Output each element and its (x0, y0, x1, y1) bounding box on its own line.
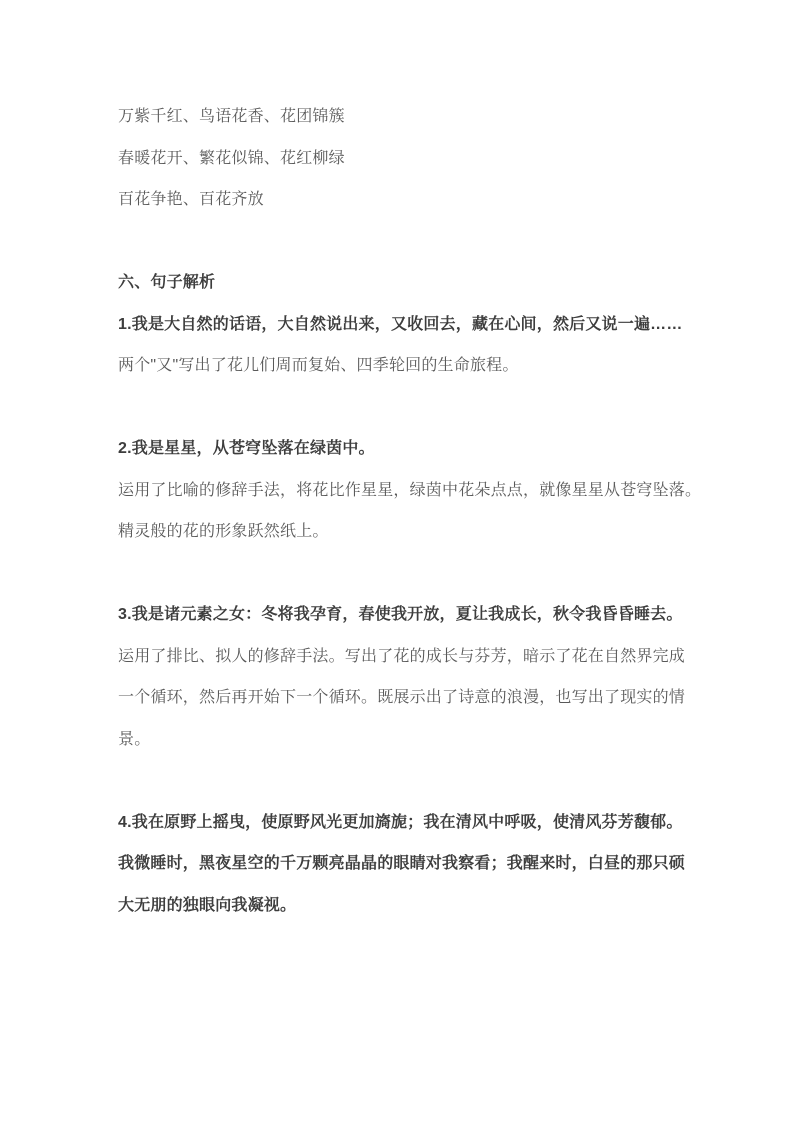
item-3-analysis-line-3: 景。 (118, 730, 151, 748)
item-2-sentence-line-1: 2.我是星星，从苍穹坠落在绿茵中。 (118, 440, 375, 457)
item-2-analysis-line-1: 运用了比喻的修辞手法，将花比作星星，绿茵中花朵点点，就像星星从苍穹坠落。 (118, 481, 702, 499)
item-3-analysis-line-1: 运用了排比、拟人的修辞手法。写出了花的成长与芬芳，暗示了花在自然界完成 (118, 647, 686, 665)
item-1-analysis-line-1: 两个"又"写出了花儿们周而复始、四季轮回的生命旅程。 (118, 357, 519, 374)
document-content (118, 96, 738, 926)
item-1-sentence-line-1: 1.我是大自然的话语，大自然说出来，又收回去，藏在心间，然后又说一遍…… (118, 315, 683, 333)
blank-line (118, 760, 738, 802)
item-2-analysis-line-2: 精灵般的花的形象跃然纸上。 (118, 523, 329, 540)
item-4-sentence-line-2: 我微睡时，黑夜星空的千万颗亮晶晶的眼睛对我察看；我醒来时，白昼的那只硕 (118, 855, 686, 872)
item-4-sentence-line-1: 4.我在原野上摇曳，使原野风光更加旖旎；我在清风中呼吸，使清风芬芳馥郁。 (118, 813, 683, 831)
idiom-line-2: 春暖花开、繁花似锦、花红柳绿 (118, 149, 345, 167)
item-4-sentence-line-3: 大无朋的独眼向我凝视。 (118, 896, 297, 914)
item-3-analysis-line-2: 一个循环，然后再开始下一个循环。既展示出了诗意的浪漫，也写出了现实的情 (118, 689, 686, 706)
item-3-sentence-line-1: 3.我是诸元素之女：冬将我孕育，春使我开放，夏让我成长，秋令我昏昏睡去。 (118, 606, 683, 623)
idiom-line-1: 万紫千红、鸟语花香、花团锦簇 (118, 108, 345, 125)
blank-line (118, 387, 738, 429)
idiom-line-3: 百花争艳、百花齐放 (118, 191, 264, 208)
blank-line (118, 553, 738, 595)
blank-line (118, 221, 738, 263)
section-title: 六、句子解析 (118, 274, 216, 291)
